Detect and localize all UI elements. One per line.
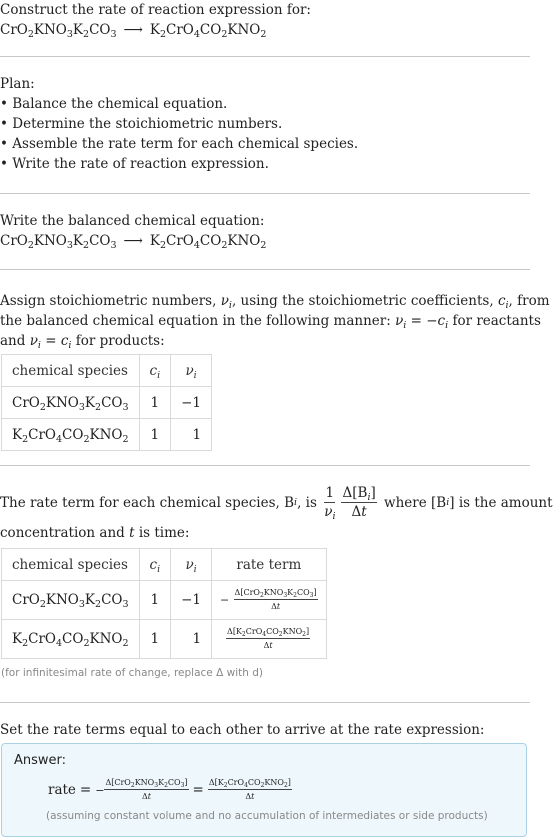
t-symbol: t — [147, 792, 151, 801]
plan-item — [0, 134, 530, 154]
t-symbol: t — [361, 504, 367, 520]
t-symbol: t — [251, 792, 255, 801]
delta-symbol: Δ — [342, 484, 353, 501]
reaction-equation — [0, 20, 530, 40]
subscript: i — [505, 300, 509, 311]
delta-symbol: Δ — [234, 588, 241, 597]
c-symbol: c — [497, 293, 506, 309]
species-formula: $CrO_2KNO_3K_2CO_3$ — [114, 778, 185, 789]
coefficient-cell: 1 — [139, 620, 171, 659]
column-header — [139, 549, 171, 581]
minus-sign: − — [220, 593, 230, 607]
minus-sign: − — [95, 783, 105, 797]
stoich-number-cell: −1 — [171, 581, 212, 620]
stoich-section — [0, 291, 550, 351]
product-formula: $K_2CrO_4CO_2KNO_2$ — [149, 22, 267, 40]
bullet: • — [0, 96, 8, 112]
subscript: i — [193, 369, 197, 381]
intro-text: Construct the rate of reaction expression for: — [0, 2, 311, 18]
product-formula: $K_2CrO_4CO_2KNO_2$ — [149, 233, 267, 251]
answer-box — [1, 743, 527, 837]
coefficient-cell: 1 — [139, 419, 171, 451]
nu-symbol: ν — [220, 293, 229, 309]
species-formula: $CrO_2KNO_3K_2CO_3$ — [243, 588, 314, 599]
subscript: i — [193, 563, 197, 575]
numerator: $\Delta[K_2CrO_4CO_2KNO_2]$ — [227, 627, 310, 638]
nu-symbol: ν — [185, 556, 194, 573]
plan-section — [0, 74, 530, 174]
subscript: i — [332, 511, 336, 522]
answer-assumption-note: (assuming constant volume and no accumulation of intermediates or side products) — [46, 810, 488, 822]
stoich-text-line — [0, 311, 541, 331]
nu-symbol: ν — [324, 504, 333, 520]
balanced-equation — [0, 231, 530, 251]
denominator — [234, 600, 318, 611]
text: where [B — [379, 495, 447, 511]
subscript: i — [157, 563, 161, 575]
species-formula: $K_2CrO_4CO_2KNO_2$ — [235, 627, 306, 638]
divider — [0, 269, 530, 270]
reactant-rate-fraction — [104, 779, 188, 801]
plan-heading: Plan: — [0, 76, 35, 92]
plan-item-text: Determine the stoichiometric numbers. — [12, 116, 283, 132]
reactant-formula: $CrO_2KNO_3K_2CO_3$ — [0, 22, 117, 40]
numerator: 1 — [324, 487, 335, 504]
column-header — [171, 355, 212, 387]
species-cell: $K_2CrO_4CO_2KNO_2$ — [2, 419, 140, 451]
intro-section — [0, 0, 530, 40]
delta-symbol: Δ — [271, 602, 277, 611]
plan-item-text: Balance the chemical equation. — [12, 96, 228, 112]
c-symbol: c — [437, 313, 446, 329]
denominator — [208, 790, 292, 801]
stoich-number-cell: 1 — [171, 620, 212, 659]
c-symbol: c — [60, 333, 69, 349]
plan-item-text: Assemble the rate term for each chemical species. — [12, 136, 359, 152]
numerator: $\Delta[B_i]$ — [342, 484, 376, 503]
table-row — [2, 581, 327, 620]
bullet: • — [0, 116, 8, 132]
subscript: i — [446, 497, 450, 508]
reaction-arrow: ⟶ — [123, 233, 143, 249]
delta-symbol: Δ — [105, 778, 112, 787]
equals-sign: = — [192, 782, 204, 798]
text: Assign stoichiometric numbers, — [0, 293, 221, 309]
rate-word: rate — [48, 782, 76, 798]
reactant-formula: $CrO_2KNO_3K_2CO_3$ — [0, 233, 117, 251]
stoich-number-cell: −1 — [171, 387, 212, 419]
species-cell: $K_2CrO_4CO_2KNO_2$ — [2, 620, 140, 659]
delta-symbol: Δ — [141, 792, 148, 801]
numerator: $\Delta[CrO_2KNO_3K_2CO_3]$ — [105, 778, 188, 789]
rate-expression — [48, 774, 292, 806]
denominator — [104, 790, 188, 801]
t-symbol: t — [276, 602, 281, 611]
text: the balanced chemical equation in the following manner: — [0, 313, 396, 329]
text: ] is the amount — [449, 495, 553, 511]
text: for reactants — [448, 313, 541, 329]
equals-sign: = — [79, 782, 92, 798]
species-formula: $K_2CrO_4CO_2KNO_2$ — [217, 778, 288, 789]
divider — [0, 193, 530, 194]
text: The rate term for each chemical species, B — [0, 495, 295, 511]
nu-symbol: ν — [185, 362, 194, 379]
rate-term-table — [1, 548, 327, 659]
subscript: i — [68, 340, 72, 351]
stoich-number-cell: 1 — [171, 419, 212, 451]
table-row — [2, 620, 327, 659]
text: is time: — [134, 525, 190, 541]
text: and — [0, 333, 30, 349]
divider — [0, 465, 530, 466]
rate-term-fraction — [226, 628, 310, 650]
set-equal-section — [0, 720, 530, 740]
inverse-nu-fraction — [324, 484, 336, 522]
stoich-text-line — [0, 291, 550, 311]
subscript: i — [445, 320, 449, 331]
column-header — [139, 355, 171, 387]
divider — [0, 56, 530, 57]
rate-term-fraction — [234, 589, 318, 611]
nu-symbol: ν — [395, 313, 404, 329]
subscript: i — [367, 491, 371, 503]
rate-term-cell — [212, 581, 327, 620]
table-header-row — [2, 355, 212, 387]
bullet: • — [0, 156, 8, 172]
delta-fraction — [341, 484, 376, 520]
plan-item-text: Write the rate of reaction expression. — [12, 156, 269, 172]
column-header — [171, 549, 212, 581]
denominator — [324, 503, 335, 520]
denominator — [226, 639, 310, 650]
c-symbol: c — [149, 362, 158, 379]
species-cell: $CrO_2KNO_3K_2CO_3$ — [2, 387, 140, 419]
balanced-heading: Write the balanced chemical equation: — [0, 213, 265, 229]
table-header-row — [2, 549, 327, 581]
delta-symbol: Δ — [208, 778, 215, 787]
rate-term-cell — [212, 620, 327, 659]
balanced-section — [0, 211, 530, 251]
species-cell: $CrO_2KNO_3K_2CO_3$ — [2, 581, 140, 620]
numerator: $\Delta[CrO_2KNO_3K_2CO_3]$ — [234, 588, 317, 599]
text: = — [40, 333, 61, 349]
nu-symbol: ν — [29, 333, 38, 349]
c-symbol: c — [149, 556, 158, 573]
divider — [0, 702, 530, 703]
b-symbol: B — [357, 484, 368, 501]
product-rate-fraction — [208, 779, 292, 801]
delta-symbol: Δ — [245, 792, 252, 801]
subscript: i — [157, 369, 161, 381]
delta-symbol: Δ — [263, 641, 270, 650]
table-row — [2, 419, 212, 451]
t-symbol: t — [129, 525, 135, 541]
stoich-table — [1, 354, 212, 451]
text: , from — [508, 293, 550, 309]
column-header: chemical species — [2, 355, 140, 387]
subscript: i — [228, 300, 232, 311]
delta-symbol: Δ — [351, 504, 362, 520]
numerator: $\Delta[K_2CrO_4CO_2KNO_2]$ — [208, 778, 291, 789]
rate-term-text-line — [0, 482, 553, 524]
table-row — [2, 387, 212, 419]
reaction-arrow: ⟶ — [123, 22, 143, 38]
stoich-text-line — [0, 331, 530, 351]
text: = − — [406, 313, 438, 329]
infinitesimal-note: (for infinitesimal rate of change, replace Δ with d) — [1, 667, 263, 679]
answer-label: Answer: — [14, 753, 67, 768]
text: , is — [297, 495, 322, 511]
subscript: i — [403, 320, 407, 331]
t-symbol: t — [269, 641, 273, 650]
text: for products: — [71, 333, 165, 349]
plan-item — [0, 154, 530, 174]
rate-term-section — [0, 482, 553, 543]
text: , using the stoichiometric coefficients, — [231, 293, 498, 309]
coefficient-cell: 1 — [139, 387, 171, 419]
plan-item — [0, 114, 530, 134]
column-header: chemical species — [2, 549, 140, 581]
subscript: i — [37, 340, 41, 351]
coefficient-cell: 1 — [139, 581, 171, 620]
set-equal-text: Set the rate terms equal to each other to arrive at the rate expression: — [0, 722, 485, 738]
delta-symbol: Δ — [227, 627, 233, 636]
denominator — [341, 503, 376, 520]
bullet: • — [0, 136, 8, 152]
text: concentration and — [0, 525, 130, 541]
column-header: rate term — [212, 549, 327, 581]
subscript: i — [294, 497, 298, 508]
plan-item — [0, 94, 530, 114]
rate-term-text-line — [0, 523, 530, 543]
